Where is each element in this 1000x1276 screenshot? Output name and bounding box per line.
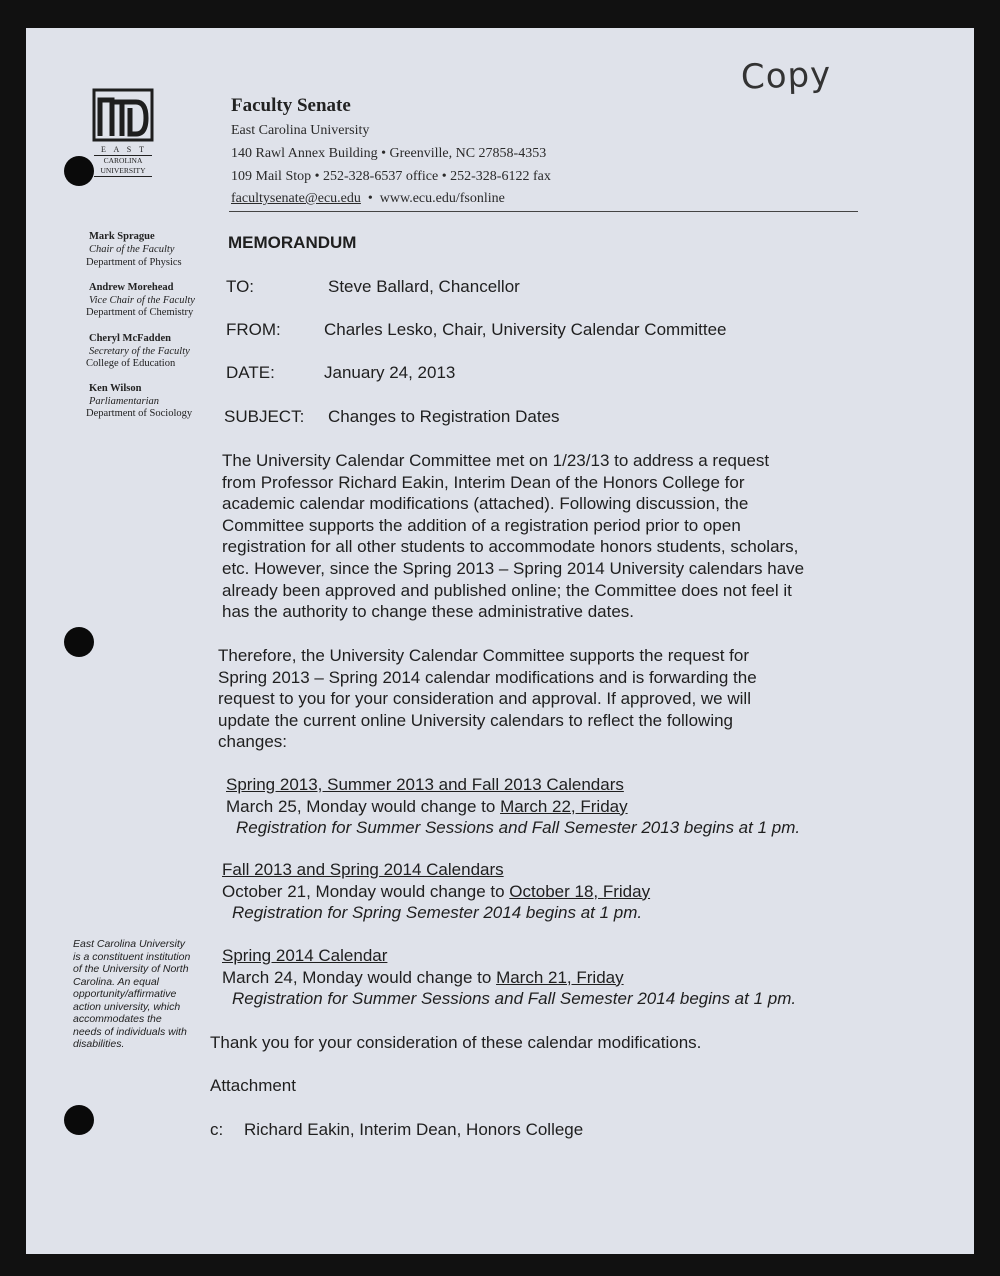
punch-hole-icon (64, 1105, 94, 1135)
thanks-line: Thank you for your consideration of these calendar modifications. (210, 1033, 702, 1052)
officer-name: Ken Wilson (89, 383, 142, 394)
letterhead-line: East Carolina University (231, 123, 370, 138)
date-label: DATE: (226, 363, 275, 382)
email-link[interactable]: facultysenate@ecu.edu (231, 191, 361, 206)
note-line: of the University of North (73, 963, 189, 975)
note-line: East Carolina University (73, 938, 186, 950)
note-line: is a constituent institution (73, 950, 191, 963)
note-line: needs of individuals with (73, 1025, 187, 1038)
change-heading: Spring 2013, Summer 2013 and Fall 2013 Calendars (226, 775, 624, 794)
para-line: The University Calendar Committee met on 1/23/13 to address a request (222, 451, 770, 470)
para-line: registration for all other students to accommodate honors students, scholars, (222, 537, 799, 557)
change-heading: Spring 2014 Calendar (222, 946, 388, 965)
website-text: • www.ecu.edu/fsonline (360, 191, 505, 206)
subject-value: Changes to Registration Dates (328, 407, 560, 426)
change-note: Registration for Summer Sessions and Fall Semester 2014 begins at 1 pm. (232, 989, 797, 1009)
change-from: October 21, Monday would change to (222, 881, 510, 901)
para-line: request to you for your consideration and approval. If approved, we will (218, 689, 751, 709)
calendar-change-3 (222, 945, 796, 1010)
change-from: March 24, Monday would change to (222, 967, 497, 987)
para-line: from Professor Richard Eakin, Interim Dean of the Honors College for (222, 472, 745, 492)
para-line: changes: (218, 732, 287, 752)
officer-role: Chair of the Faculty (89, 244, 175, 255)
para-line: already been approved and published online; the Committee does not feel it (222, 580, 792, 600)
to-value: Steve Ballard, Chancellor (328, 277, 520, 296)
logo-letters-university: UNIVERSITY (100, 166, 146, 175)
equal-opportunity-note (73, 938, 203, 1051)
cc-label: c: (210, 1120, 224, 1139)
officer-dept: Department of Physics (86, 257, 182, 268)
logo-letters-carolina: CAROLINA (103, 156, 143, 165)
change-from: March 25, Monday would change to (226, 796, 501, 816)
to-label: TO: (226, 277, 255, 296)
para-line: academic calendar modifications (attached). Following discussion, the (222, 494, 749, 514)
memo-heading: MEMORANDUM (228, 233, 357, 252)
officer-role: Vice Chair of the Faculty (89, 295, 195, 306)
change-to: March 21, Friday (496, 967, 624, 987)
logo-letters-east: E A S T (101, 145, 147, 154)
officer-role: Parliamentarian (89, 396, 159, 407)
officer-dept: Department of Chemistry (86, 307, 194, 318)
change-line (222, 881, 650, 903)
change-line (226, 796, 800, 818)
change-note: Registration for Summer Sessions and Fall Semester 2013 begins at 1 pm. (236, 818, 801, 838)
officer-name: Cheryl McFadden (89, 333, 171, 344)
officer-dept: Department of Sociology (86, 408, 193, 419)
letterhead-line: 140 Rawl Annex Building • Greenville, NC 27858-4353 (231, 146, 547, 161)
letterhead-rule (229, 211, 858, 212)
letterhead-title: Faculty Senate (231, 95, 351, 116)
logo-wordmark (94, 155, 152, 177)
attachment-line: Attachment (210, 1076, 296, 1095)
officer-name: Mark Sprague (89, 231, 155, 242)
punch-hole-icon (64, 156, 94, 186)
body-paragraph-1 (222, 450, 804, 623)
para-line: Therefore, the University Calendar Committee supports the request for (218, 646, 750, 665)
note-line: action university, which (73, 1000, 181, 1013)
officer-dept: College of Education (86, 358, 176, 369)
change-note: Registration for Spring Semester 2014 begins at 1 pm. (232, 903, 643, 923)
cc-value: Richard Eakin, Interim Dean, Honors College (244, 1120, 584, 1139)
subject-label: SUBJECT: (224, 407, 305, 426)
change-to: March 22, Friday (500, 796, 628, 816)
calendar-change-1 (226, 774, 800, 839)
note-line: disabilities. (73, 1038, 125, 1050)
calendar-change-2 (222, 859, 650, 924)
punch-hole-icon (64, 627, 94, 657)
letterhead-line: 109 Mail Stop • 252-328-6537 office • 252-328-6122 fax (231, 169, 551, 184)
letterhead-contact (231, 191, 505, 207)
officer-name: Andrew Morehead (89, 282, 174, 293)
para-line: Committee supports the addition of a registration period prior to open (222, 515, 741, 535)
para-line: update the current online University calendars to reflect the following (218, 710, 734, 730)
note-line: Carolina. An equal (73, 975, 159, 988)
change-line (222, 967, 796, 989)
memo-page (26, 28, 974, 1254)
from-value: Charles Lesko, Chair, University Calendar Committee (324, 320, 727, 339)
note-line: accommodates the (73, 1013, 162, 1025)
para-line: etc. However, since the Spring 2013 – Spring 2014 University calendars have (222, 558, 805, 578)
note-line: opportunity/affirmative (73, 988, 177, 1000)
body-paragraph-2 (218, 645, 757, 753)
officer-role: Secretary of the Faculty (89, 346, 190, 357)
para-line: has the authority to change these administrative dates. (222, 602, 635, 622)
handwritten-copy-annotation: Copy (740, 54, 832, 98)
date-value: January 24, 2013 (324, 363, 456, 382)
change-heading: Fall 2013 and Spring 2014 Calendars (222, 860, 504, 879)
change-to: October 18, Friday (509, 881, 651, 901)
para-line: Spring 2013 – Spring 2014 calendar modifications and is forwarding the (218, 667, 757, 687)
from-label: FROM: (226, 320, 281, 339)
